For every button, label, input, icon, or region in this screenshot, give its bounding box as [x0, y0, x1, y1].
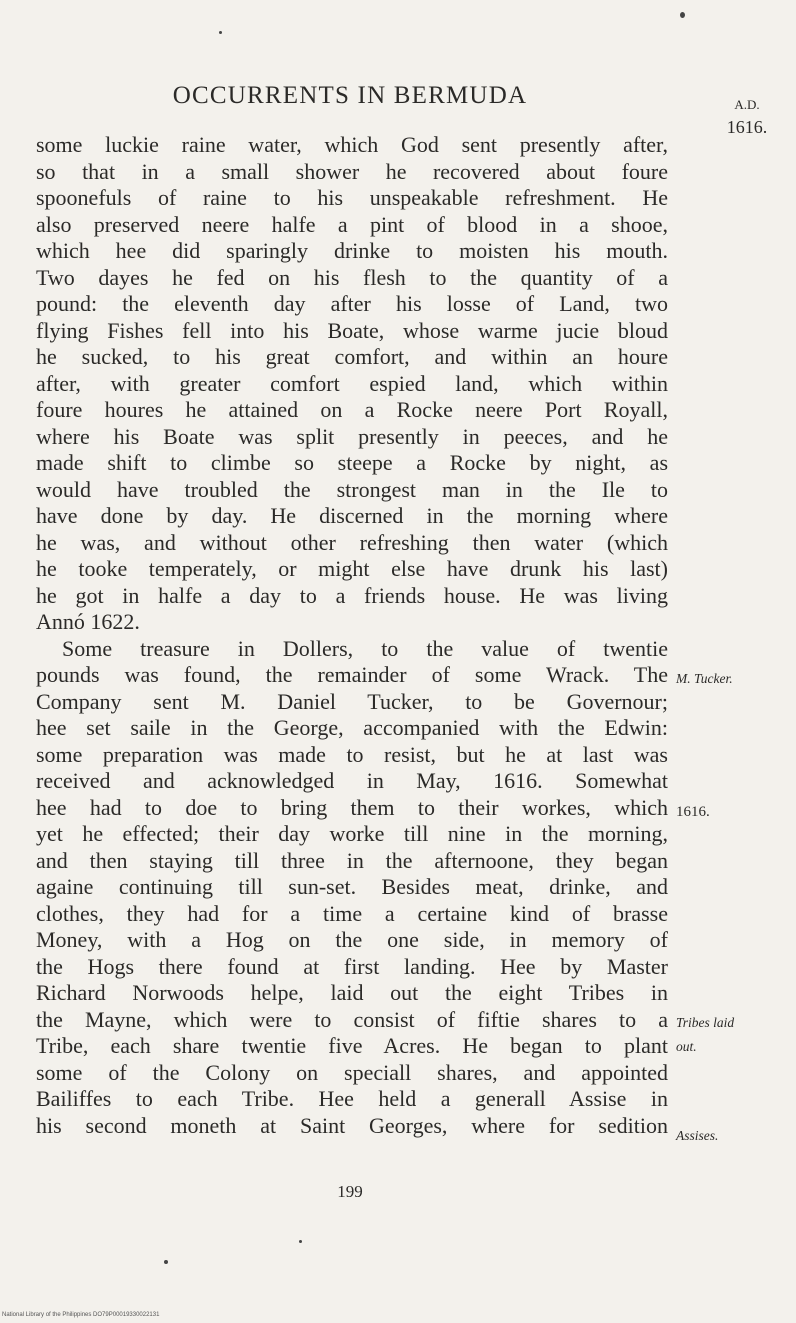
margin-year: 1616.: [726, 117, 768, 137]
text-line: hee had to doe to bring them to their workes, which: [36, 794, 668, 820]
text-line: some luckie raine water, which God sent presently after,: [36, 132, 668, 157]
margin-note-assises: Assises.: [676, 1128, 719, 1143]
text-line: Richard Norwoods helpe, laid out the eight Tribes in: [36, 980, 668, 1005]
text-line: where his Boate was split presently in peeces, and he: [36, 423, 668, 449]
text-line: made shift to climbe so steepe a Rocke by night, as: [36, 450, 668, 475]
running-header: OCCURRENTS IN BERMUDA: [172, 82, 528, 109]
text-line: Some treasure in Dollers, to the value of twentie: [62, 635, 668, 661]
page-number: 199: [337, 1182, 363, 1201]
text-line: he tooke temperately, or might else have drunk his last): [36, 556, 668, 581]
text-line: the Hogs there found at first landing. Hee by Master: [36, 953, 668, 979]
margin-year-block: [714, 94, 780, 138]
text-line: he sucked, to his great comfort, and within an houre: [36, 344, 668, 369]
text-line: so that in a small shower he recovered about foure: [36, 158, 668, 184]
text-line: have done by day. He discerned in the morning where: [36, 503, 668, 528]
text-line: hee set saile in the George, accompanied with the Edwin:: [36, 715, 668, 740]
margin-note-tribes-laid: Tribes laid: [676, 1015, 735, 1030]
text-line: his second moneth at Saint Georges, where for sedition: [36, 1112, 668, 1138]
body-text: [36, 132, 668, 1139]
text-line: would have troubled the strongest man in the Ile to: [36, 476, 668, 502]
footer-credit: National Library of the Philippines DO79P00019330022131: [2, 1312, 160, 1318]
scan-speck: [164, 1260, 168, 1264]
text-line: Tribe, each share twentie five Acres. He began to plant: [36, 1033, 668, 1058]
text-line: againe continuing till sun-set. Besides meat, drinke, and: [36, 874, 668, 899]
text-line: foure houres he attained on a Rocke neere Port Royall,: [36, 397, 668, 422]
text-line: after, with greater comfort espied land, which within: [36, 370, 668, 396]
text-line: pounds was found, the remainder of some Wrack. The: [36, 662, 668, 687]
margin-note-tribes-out: out.: [676, 1039, 697, 1054]
text-line: the Mayne, which were to consist of fiftie shares to a: [36, 1006, 668, 1032]
text-line: pound: the eleventh day after his losse of Land, two: [36, 291, 668, 316]
text-line: which hee did sparingly drinke to moisten his mouth.: [36, 238, 668, 263]
text-line: he got in halfe a day to a friends house. He was living: [36, 582, 668, 608]
text-line: also preserved neere halfe a pint of blood in a shooe,: [36, 211, 668, 237]
margin-year-label: A.D.: [734, 97, 760, 112]
text-line: received and acknowledged in May, 1616. Somewhat: [36, 768, 668, 793]
scan-speck: [219, 31, 222, 34]
text-line: he was, and without other refreshing then water (which: [36, 529, 668, 555]
text-line: Bailiffes to each Tribe. Hee held a generall Assise in: [36, 1086, 668, 1111]
text-line: some preparation was made to resist, but he at last was: [36, 741, 668, 767]
text-line: Two dayes he fed on his flesh to the quantity of a: [36, 264, 668, 290]
text-line: some of the Colony on speciall shares, and appointed: [36, 1059, 668, 1085]
text-line: clothes, they had for a time a certaine kind of brasse: [36, 900, 668, 926]
scan-speck: [299, 1240, 302, 1243]
text-line: flying Fishes fell into his Boate, whose warme jucie bloud: [36, 317, 668, 343]
text-line: Company sent M. Daniel Tucker, to be Governour;: [36, 688, 668, 714]
margin-note-tucker: M. Tucker.: [676, 671, 733, 686]
text-line: Annó 1622.: [36, 609, 140, 634]
text-line: Money, with a Hog on the one side, in memory of: [36, 927, 668, 952]
text-line: spoonefuls of raine to his unspeakable refreshment. He: [36, 185, 668, 210]
text-line: yet he effected; their day worke till nine in the morning,: [36, 821, 668, 846]
scan-speck: [680, 12, 685, 18]
margin-note-year: 1616.: [676, 804, 710, 820]
text-line: and then staying till three in the afternoone, they began: [36, 847, 668, 873]
